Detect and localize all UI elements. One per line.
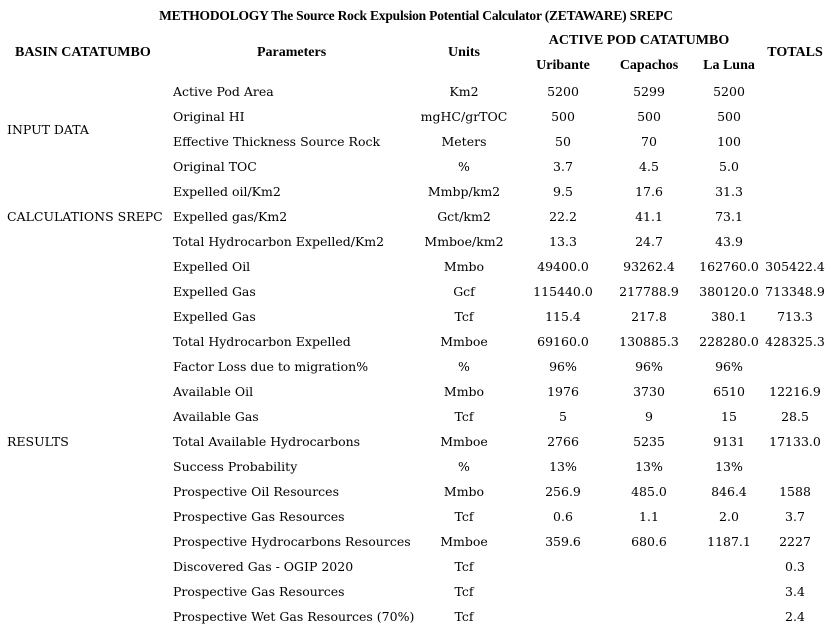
value-uribante: 500 [551, 109, 575, 124]
header-pod-uribante: Uribante [536, 58, 590, 73]
value-capachos: 9 [645, 409, 653, 424]
parameter-cell: Total Hydrocarbon Expelled [173, 334, 351, 349]
value-total: 28.5 [781, 409, 809, 424]
parameter-cell: Discovered Gas - OGIP 2020 [173, 559, 354, 574]
value-capachos: 13% [635, 459, 663, 474]
value-uribante: 5 [559, 409, 567, 424]
section-input-data: INPUT DATA [7, 122, 89, 137]
value-uribante: 0.6 [553, 509, 573, 524]
unit-cell: Tcf [454, 309, 474, 324]
parameter-cell: Expelled gas/Km2 [173, 209, 288, 224]
parameter-cell: Total Hydrocarbon Expelled/Km2 [173, 234, 385, 249]
value-uribante: 9.5 [553, 184, 573, 199]
value-capachos: 217.8 [631, 309, 667, 324]
parameter-cell: Prospective Wet Gas Resources (70%) [173, 609, 415, 624]
table-row [0, 504, 832, 529]
table-row [0, 229, 832, 254]
value-la-luna: 380120.0 [699, 284, 759, 299]
value-la-luna: 96% [715, 359, 743, 374]
value-total: 428325.3 [765, 334, 825, 349]
value-uribante: 49400.0 [537, 259, 589, 274]
value-capachos: 5235 [633, 434, 665, 449]
unit-cell: Mmboe [440, 334, 488, 349]
parameter-cell: Factor Loss due to migration% [173, 359, 369, 374]
value-uribante: 50 [555, 134, 571, 149]
unit-cell: Mmbo [443, 384, 485, 399]
unit-cell: Mmbo [443, 484, 485, 499]
section-calculations: CALCULATIONS SREPC [7, 209, 163, 224]
header-basin: BASIN CATATUMBO [15, 45, 151, 60]
value-uribante: 1976 [547, 384, 579, 399]
table-row [0, 329, 832, 354]
unit-cell: Km2 [449, 84, 479, 99]
unit-cell: Tcf [454, 509, 474, 524]
table-row [0, 104, 832, 129]
value-capachos: 93262.4 [623, 259, 675, 274]
value-total: 305422.4 [765, 259, 825, 274]
table-row [0, 579, 832, 604]
page-title: METHODOLOGY The Source Rock Expulsion Potential Calculator (ZETAWARE) SREPC [159, 8, 673, 23]
value-uribante: 115.4 [545, 309, 581, 324]
unit-cell: % [458, 359, 470, 374]
unit-cell: % [458, 459, 470, 474]
unit-cell: Mmboe [440, 534, 488, 549]
value-uribante: 359.6 [545, 534, 581, 549]
value-la-luna: 228280.0 [699, 334, 759, 349]
parameter-cell: Original HI [173, 109, 245, 124]
unit-cell: % [458, 159, 470, 174]
parameter-cell: Expelled Gas [173, 284, 256, 299]
value-la-luna: 6510 [713, 384, 745, 399]
table-row [0, 79, 832, 104]
value-capachos: 500 [637, 109, 661, 124]
value-capachos: 96% [635, 359, 663, 374]
value-uribante: 69160.0 [537, 334, 589, 349]
section-results: RESULTS [7, 434, 69, 449]
unit-cell: Tcf [454, 559, 474, 574]
parameter-cell: Prospective Gas Resources [173, 509, 345, 524]
value-capachos: 3730 [633, 384, 665, 399]
table-row [0, 154, 832, 179]
value-capachos: 5299 [633, 84, 665, 99]
table-row [0, 204, 832, 229]
header-active-pod: ACTIVE POD CATATUMBO [548, 33, 730, 48]
value-uribante: 2766 [547, 434, 579, 449]
value-uribante: 13.3 [549, 234, 577, 249]
header-pod-capachos: Capachos [619, 58, 679, 73]
parameter-cell: Original TOC [173, 159, 257, 174]
table-row [0, 404, 832, 429]
table-row [0, 604, 832, 629]
parameter-cell: Prospective Hydrocarbons Resources [173, 534, 411, 549]
parameter-cell: Prospective Gas Resources [173, 584, 345, 599]
value-capachos: 17.6 [635, 184, 663, 199]
value-total: 713348.9 [765, 284, 825, 299]
value-la-luna: 2.0 [719, 509, 739, 524]
unit-cell: Mmboe [440, 434, 488, 449]
value-la-luna: 846.4 [711, 484, 747, 499]
table-row [0, 529, 832, 554]
value-la-luna: 100 [717, 134, 741, 149]
parameter-cell: Success Probability [173, 459, 298, 474]
table-row [0, 129, 832, 154]
unit-cell: Mmbo [443, 259, 485, 274]
table-row [0, 554, 832, 579]
parameter-cell: Expelled Gas [173, 309, 256, 324]
value-capachos: 130885.3 [619, 334, 679, 349]
value-capachos: 4.5 [639, 159, 659, 174]
header-units: Units [448, 45, 480, 60]
value-la-luna: 73.1 [715, 209, 743, 224]
table-row [0, 179, 832, 204]
value-uribante: 96% [549, 359, 577, 374]
unit-cell: Mmboe/km2 [424, 234, 504, 249]
parameter-cell: Expelled oil/Km2 [173, 184, 281, 199]
table-row [0, 479, 832, 504]
header-totals: TOTALS [767, 45, 823, 60]
value-total: 2227 [779, 534, 811, 549]
parameter-cell: Effective Thickness Source Rock [173, 134, 381, 149]
table-row [0, 254, 832, 279]
value-la-luna: 500 [717, 109, 741, 124]
value-capachos: 485.0 [631, 484, 667, 499]
value-uribante: 256.9 [545, 484, 581, 499]
value-la-luna: 13% [715, 459, 743, 474]
value-capachos: 680.6 [631, 534, 667, 549]
parameter-cell: Available Oil [173, 384, 254, 399]
value-la-luna: 5200 [713, 84, 745, 99]
parameter-cell: Active Pod Area [173, 84, 274, 99]
value-la-luna: 162760.0 [699, 259, 759, 274]
value-total: 0.3 [785, 559, 805, 574]
value-capachos: 70 [641, 134, 657, 149]
value-la-luna: 9131 [713, 434, 745, 449]
value-total: 3.4 [785, 584, 805, 599]
value-uribante: 22.2 [549, 209, 577, 224]
unit-cell: Gcf [453, 284, 475, 299]
value-capachos: 1.1 [639, 509, 659, 524]
value-total: 2.4 [785, 609, 805, 624]
value-total: 3.7 [785, 509, 805, 524]
header-parameters: Parameters [257, 45, 327, 60]
parameter-cell: Expelled Oil [173, 259, 251, 274]
unit-cell: mgHC/grTOC [420, 109, 508, 124]
value-uribante: 13% [549, 459, 577, 474]
value-la-luna: 5.0 [719, 159, 739, 174]
value-total: 17133.0 [769, 434, 821, 449]
value-la-luna: 15 [721, 409, 737, 424]
header-pod-la-luna: La Luna [703, 58, 755, 73]
parameter-cell: Available Gas [173, 409, 259, 424]
value-capachos: 41.1 [635, 209, 663, 224]
value-uribante: 5200 [547, 84, 579, 99]
unit-cell: Mmbp/km2 [427, 184, 501, 199]
unit-cell: Tcf [454, 609, 474, 624]
value-la-luna: 43.9 [715, 234, 743, 249]
unit-cell: Tcf [454, 584, 474, 599]
value-total: 713.3 [777, 309, 813, 324]
value-capachos: 24.7 [635, 234, 663, 249]
table-row [0, 429, 832, 454]
value-la-luna: 31.3 [715, 184, 743, 199]
unit-cell: Tcf [454, 409, 474, 424]
table-row [0, 354, 832, 379]
value-uribante: 115440.0 [533, 284, 593, 299]
value-capachos: 217788.9 [619, 284, 679, 299]
table-row [0, 379, 832, 404]
table-row [0, 304, 832, 329]
parameter-cell: Total Available Hydrocarbons [173, 434, 361, 449]
unit-cell: Gct/km2 [437, 209, 491, 224]
value-la-luna: 380.1 [711, 309, 747, 324]
value-total: 1588 [779, 484, 811, 499]
unit-cell: Meters [441, 134, 487, 149]
value-uribante: 3.7 [553, 159, 573, 174]
table-row [0, 454, 832, 479]
table-row [0, 279, 832, 304]
value-la-luna: 1187.1 [707, 534, 751, 549]
parameter-cell: Prospective Oil Resources [173, 484, 339, 499]
value-total: 12216.9 [769, 384, 821, 399]
